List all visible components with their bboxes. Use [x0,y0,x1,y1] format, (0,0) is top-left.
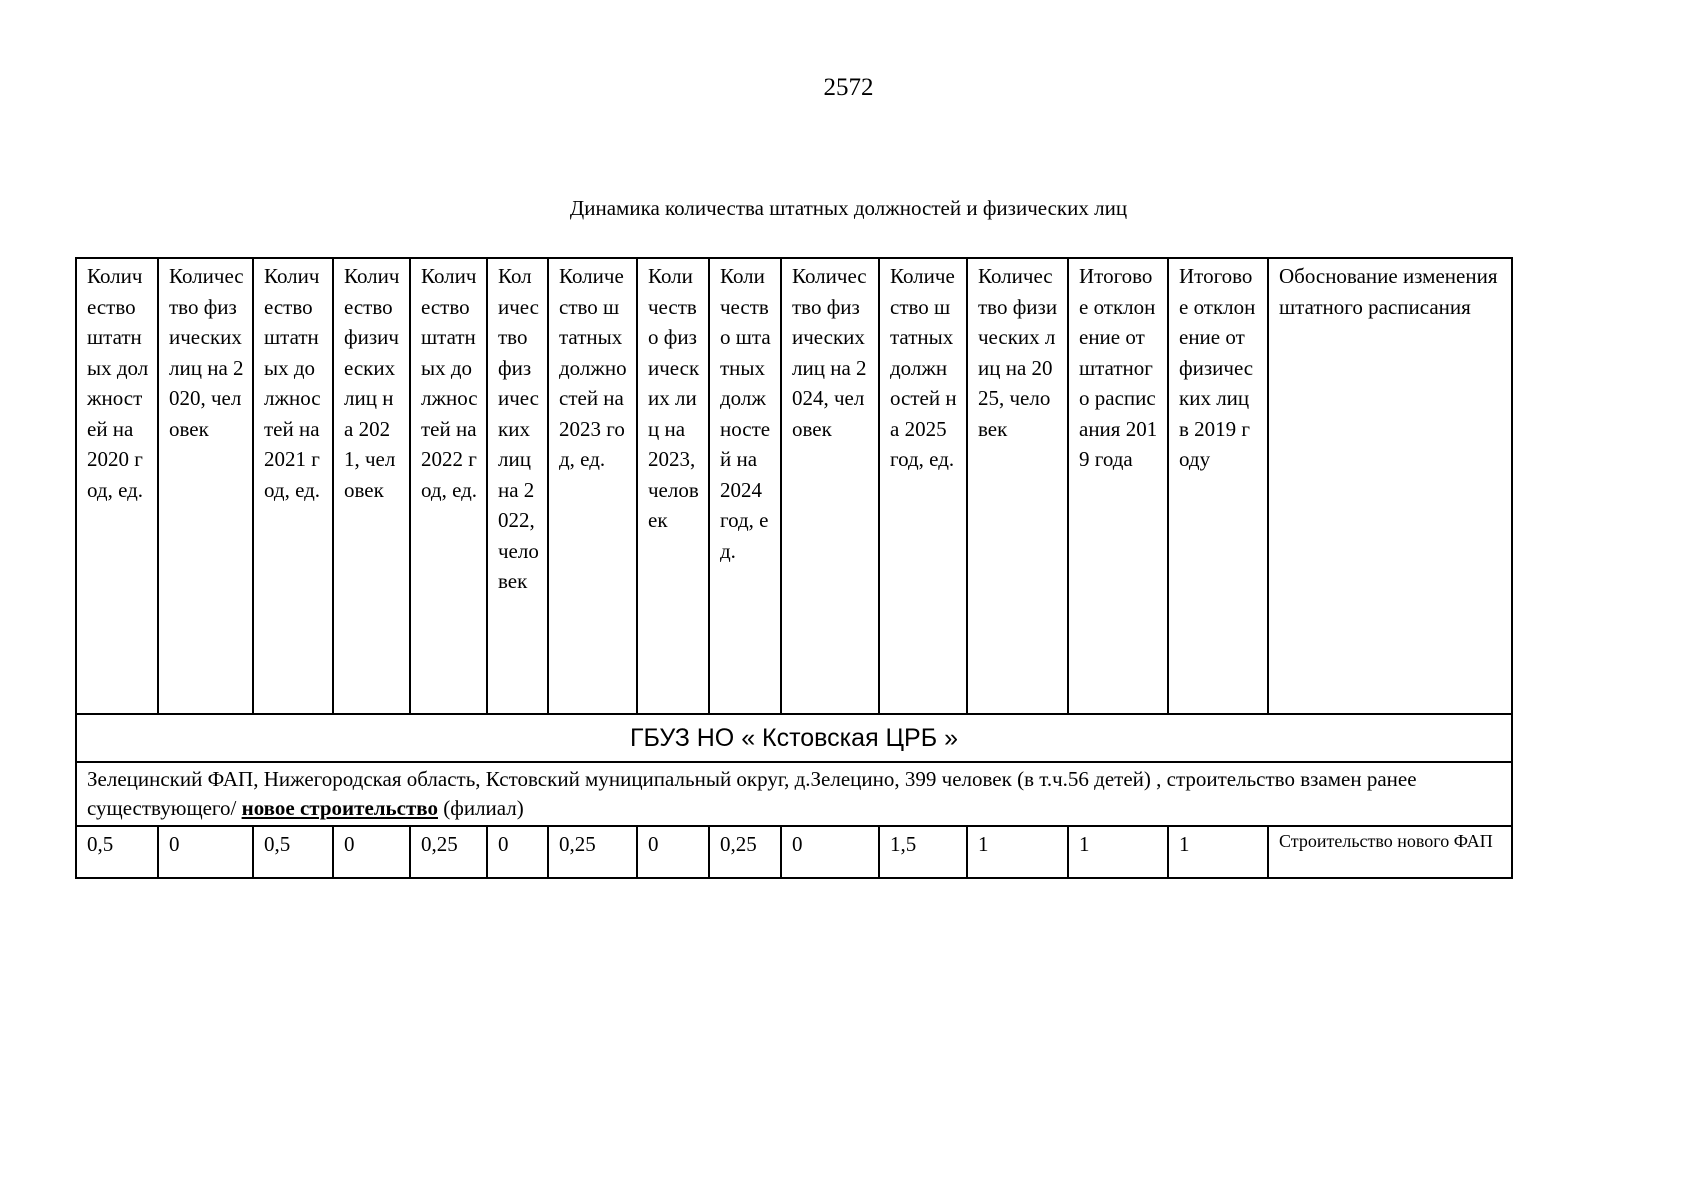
header-cell: Итоговое отклонение от штатного расписания 2019 года [1068,258,1168,714]
table-cell: 0,25 [709,826,781,878]
table-cell: 0,5 [253,826,333,878]
table-cell: 0 [637,826,709,878]
header-cell: Количество штатных должностей на 2024 год, ед. [709,258,781,714]
table-cell: 0 [158,826,253,878]
table-cell: 0 [781,826,879,878]
facility-text-after: (филиал) [437,796,524,820]
table-cell: 1 [1068,826,1168,878]
table-cell: 0 [487,826,548,878]
table-cell: 0,5 [76,826,158,878]
header-cell: Количество штатных должностей на 2020 год, ед. [76,258,158,714]
table-cell: 0,25 [410,826,487,878]
header-cell: Обоснование изменения штатного расписания [1268,258,1512,714]
staff-dynamics-table [75,257,1513,879]
organization-name: ГБУЗ НО « Кстовская ЦРБ » [76,714,1512,762]
header-cell: Количество штатных должностей на 2025 год, ед. [879,258,967,714]
table-cell: 0,25 [548,826,637,878]
table-header-row [76,258,1512,714]
header-cell: Количество физических лиц на 2020, человек [158,258,253,714]
page-number: 2572 [823,74,874,101]
facility-row [76,762,1512,826]
facility-text: Зелецинский ФАП, Нижегородская область, Кстовский муниципальный округ, д.Зелецино, 399 человек (в т.ч.56 детей) , строительство взамен ранее существующего/ [87,767,1417,820]
header-cell: Количество физических лиц на 2022, человек [487,258,548,714]
table-cell: 1 [1168,826,1268,878]
header-cell: Количество физических лиц на 2021, человек [333,258,410,714]
header-cell: Количество штатных должностей на 2021 год, ед. [253,258,333,714]
justification-cell: Строительство нового ФАП [1268,826,1512,878]
organization-row [76,714,1512,762]
header-cell: Количество штатных должностей на 2022 год, ед. [410,258,487,714]
facility-emphasis: новое строительство [241,796,438,820]
facility-description [76,762,1512,826]
table-row [76,826,1512,878]
table-cell: 1 [967,826,1068,878]
header-cell: Итоговое отклонение от физических лиц в 2019 году [1168,258,1268,714]
header-cell: Количество физических лиц на 2023, человек [637,258,709,714]
header-cell: Количество физических лиц на 2024, человек [781,258,879,714]
table-cell: 1,5 [879,826,967,878]
document-title: Динамика количества штатных должностей и физических лиц [569,196,1128,220]
header-cell: Количество штатных должностей на 2023 год, ед. [548,258,637,714]
header-cell: Количество физических лиц на 2025, человек [967,258,1068,714]
table-cell: 0 [333,826,410,878]
